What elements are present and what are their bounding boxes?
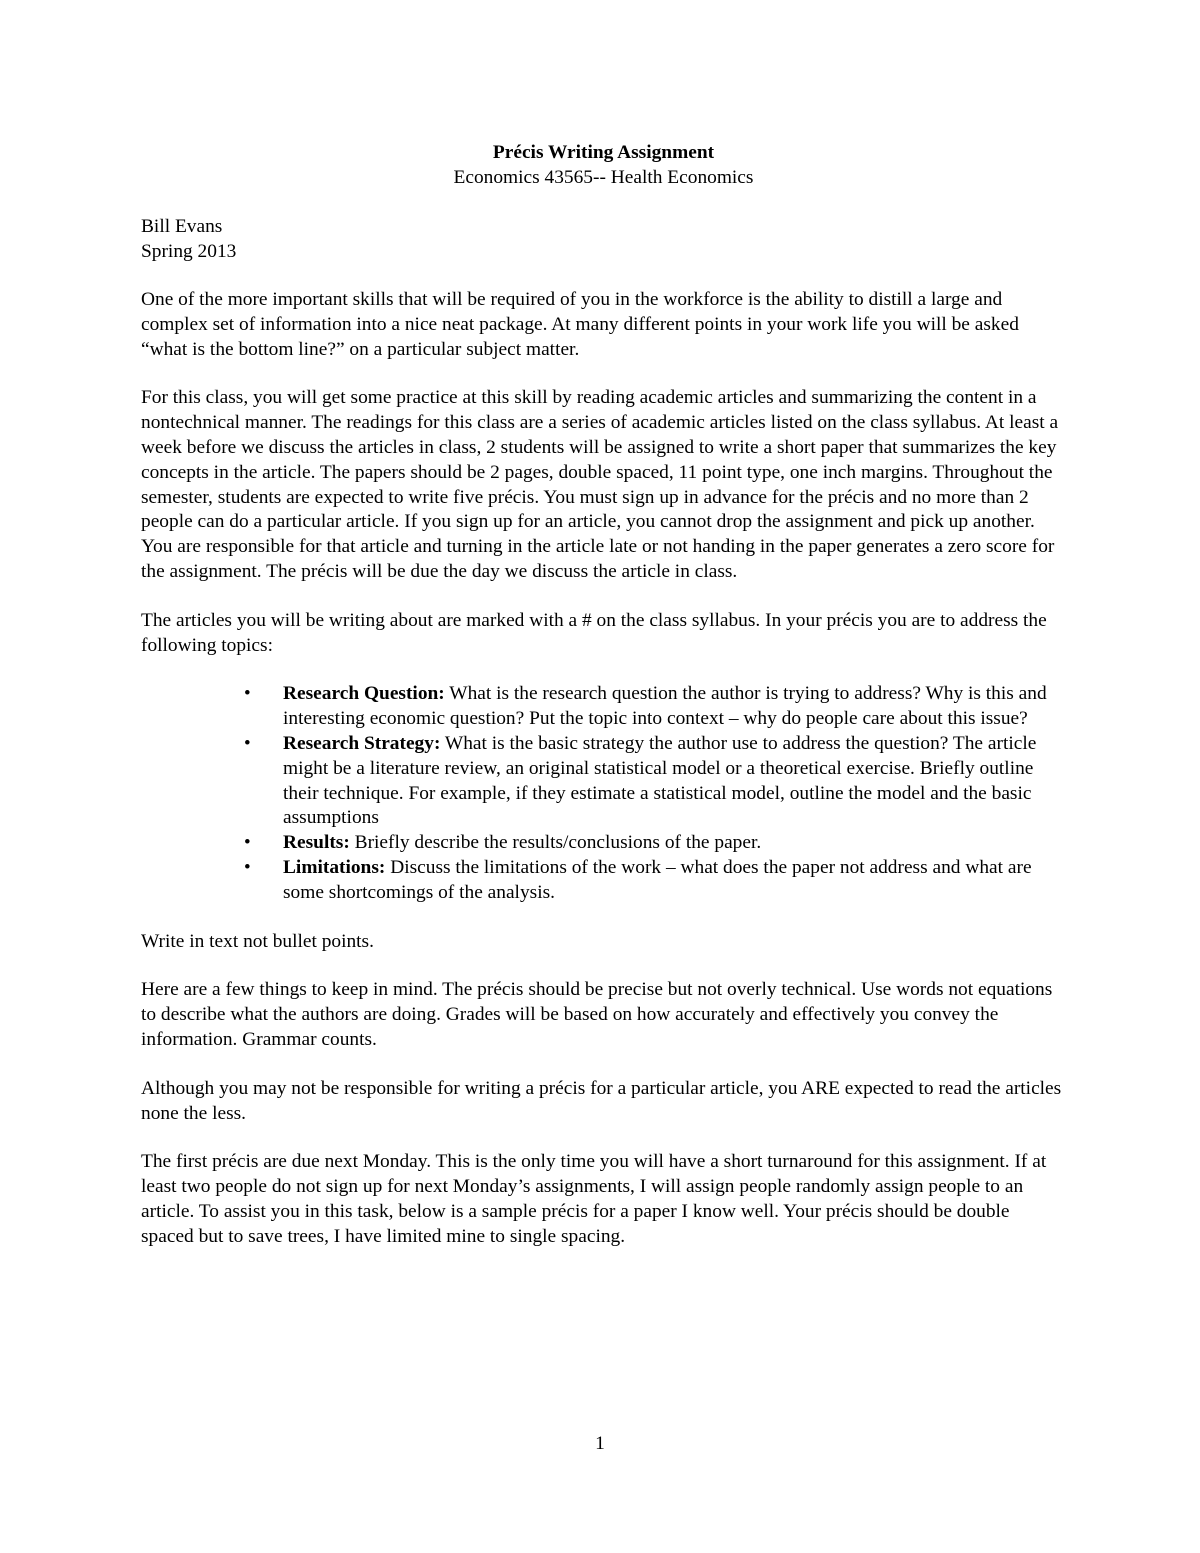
topics-list <box>141 682 1066 905</box>
author-name: Bill Evans <box>141 216 223 237</box>
semester-term: Spring 2013 <box>141 241 237 262</box>
intro-paragraph-skills: One of the more important skills that will be required of you in the workforce is the ability to distill a large and complex set of information into a nice neat package. At many different points in your work life you will be asked “what is the bottom line?” on a particular subject matter. <box>141 289 1019 360</box>
bullet-icon: • <box>244 683 251 705</box>
author-block <box>141 214 1066 264</box>
topic-term: Results: <box>283 832 350 854</box>
document-page <box>141 140 1066 1250</box>
intro-paragraph-topics-lead: The articles you will be writing about are marked with a # on the class syllabus. In your précis you are to address the following topics: <box>141 609 1047 656</box>
bullet-icon: • <box>244 732 251 754</box>
topic-term: Research Question: <box>283 683 445 705</box>
intro-paragraph-class-practice: For this class, you will get some practice at this skill by reading academic articles and summarizing the content in a nontechnical manner. The readings for this class are a series of academic articles listed on the class syllabus. At least a week before we discuss the articles in class, 2 students will be assigned to write a short paper that summarizes the key concepts in the article. The papers should be 2 pages, double spaced, 11 point type, one inch margins. Throughout the semester, students are expected to write five précis. You must sign up in advance for the précis and no more than 2 people can do a particular article. If you sign up for an article, you cannot drop the assignment and pick up another. You are responsible for that article and turning in the article late or not handing in the paper generates a zero score for the assignment. The précis will be due the day we discuss the article in class. <box>141 387 1059 582</box>
course-subtitle: Economics 43565-- Health Economics <box>453 167 754 188</box>
list-item <box>244 682 1066 732</box>
topic-text: What is the research question the author is trying to address? Why is this and interesting economic question? Put the topic into context – why do people care about this issue? <box>283 683 1047 730</box>
bullet-icon: • <box>244 832 251 854</box>
topic-text: Briefly describe the results/conclusions of the paper. <box>354 832 762 854</box>
topic-term: Research Strategy: <box>283 732 441 754</box>
closing-paragraph-keep-in-mind: Here are a few things to keep in mind. The précis should be precise but not overly technical. Use words not equations to describe what the authors are doing. Grades will be based on how accurately and effectively you convey the information. Grammar counts. <box>141 979 1053 1050</box>
topic-text: What is the basic strategy the author use to address the question? The article might be a literature review, an original statistical model or a theoretical exercise. Briefly outline their technique. For example, if they estimate a statistical model, outline the model and the basic assumptions <box>283 732 1037 829</box>
list-item <box>244 831 1066 856</box>
closing-paragraph-read-articles: Although you may not be responsible for writing a précis for a particular article, you ARE expected to read the articles none the less. <box>141 1077 1062 1124</box>
closing-paragraph-first-precis: The first précis are due next Monday. This is the only time you will have a short turnaround for this assignment. If at least two people do not sign up for next Monday’s assignments, I will assign people randomly assign people to an article. To assist you in this task, below is a sample précis for a paper I know well. Your précis should be double spaced but to save trees, I have limited mine to single spacing. <box>141 1151 1047 1247</box>
list-item <box>244 732 1066 831</box>
bullet-icon: • <box>244 856 251 878</box>
list-item <box>244 856 1066 906</box>
document-title: Précis Writing Assignment <box>492 142 715 163</box>
topic-term: Limitations: <box>283 856 386 878</box>
topic-text: Discuss the limitations of the work – what does the paper not address and what are some shortcomings of the analysis. <box>283 856 1032 903</box>
closing-paragraph-no-bullets: Write in text not bullet points. <box>141 930 374 952</box>
page-number: 1 <box>595 1433 605 1454</box>
